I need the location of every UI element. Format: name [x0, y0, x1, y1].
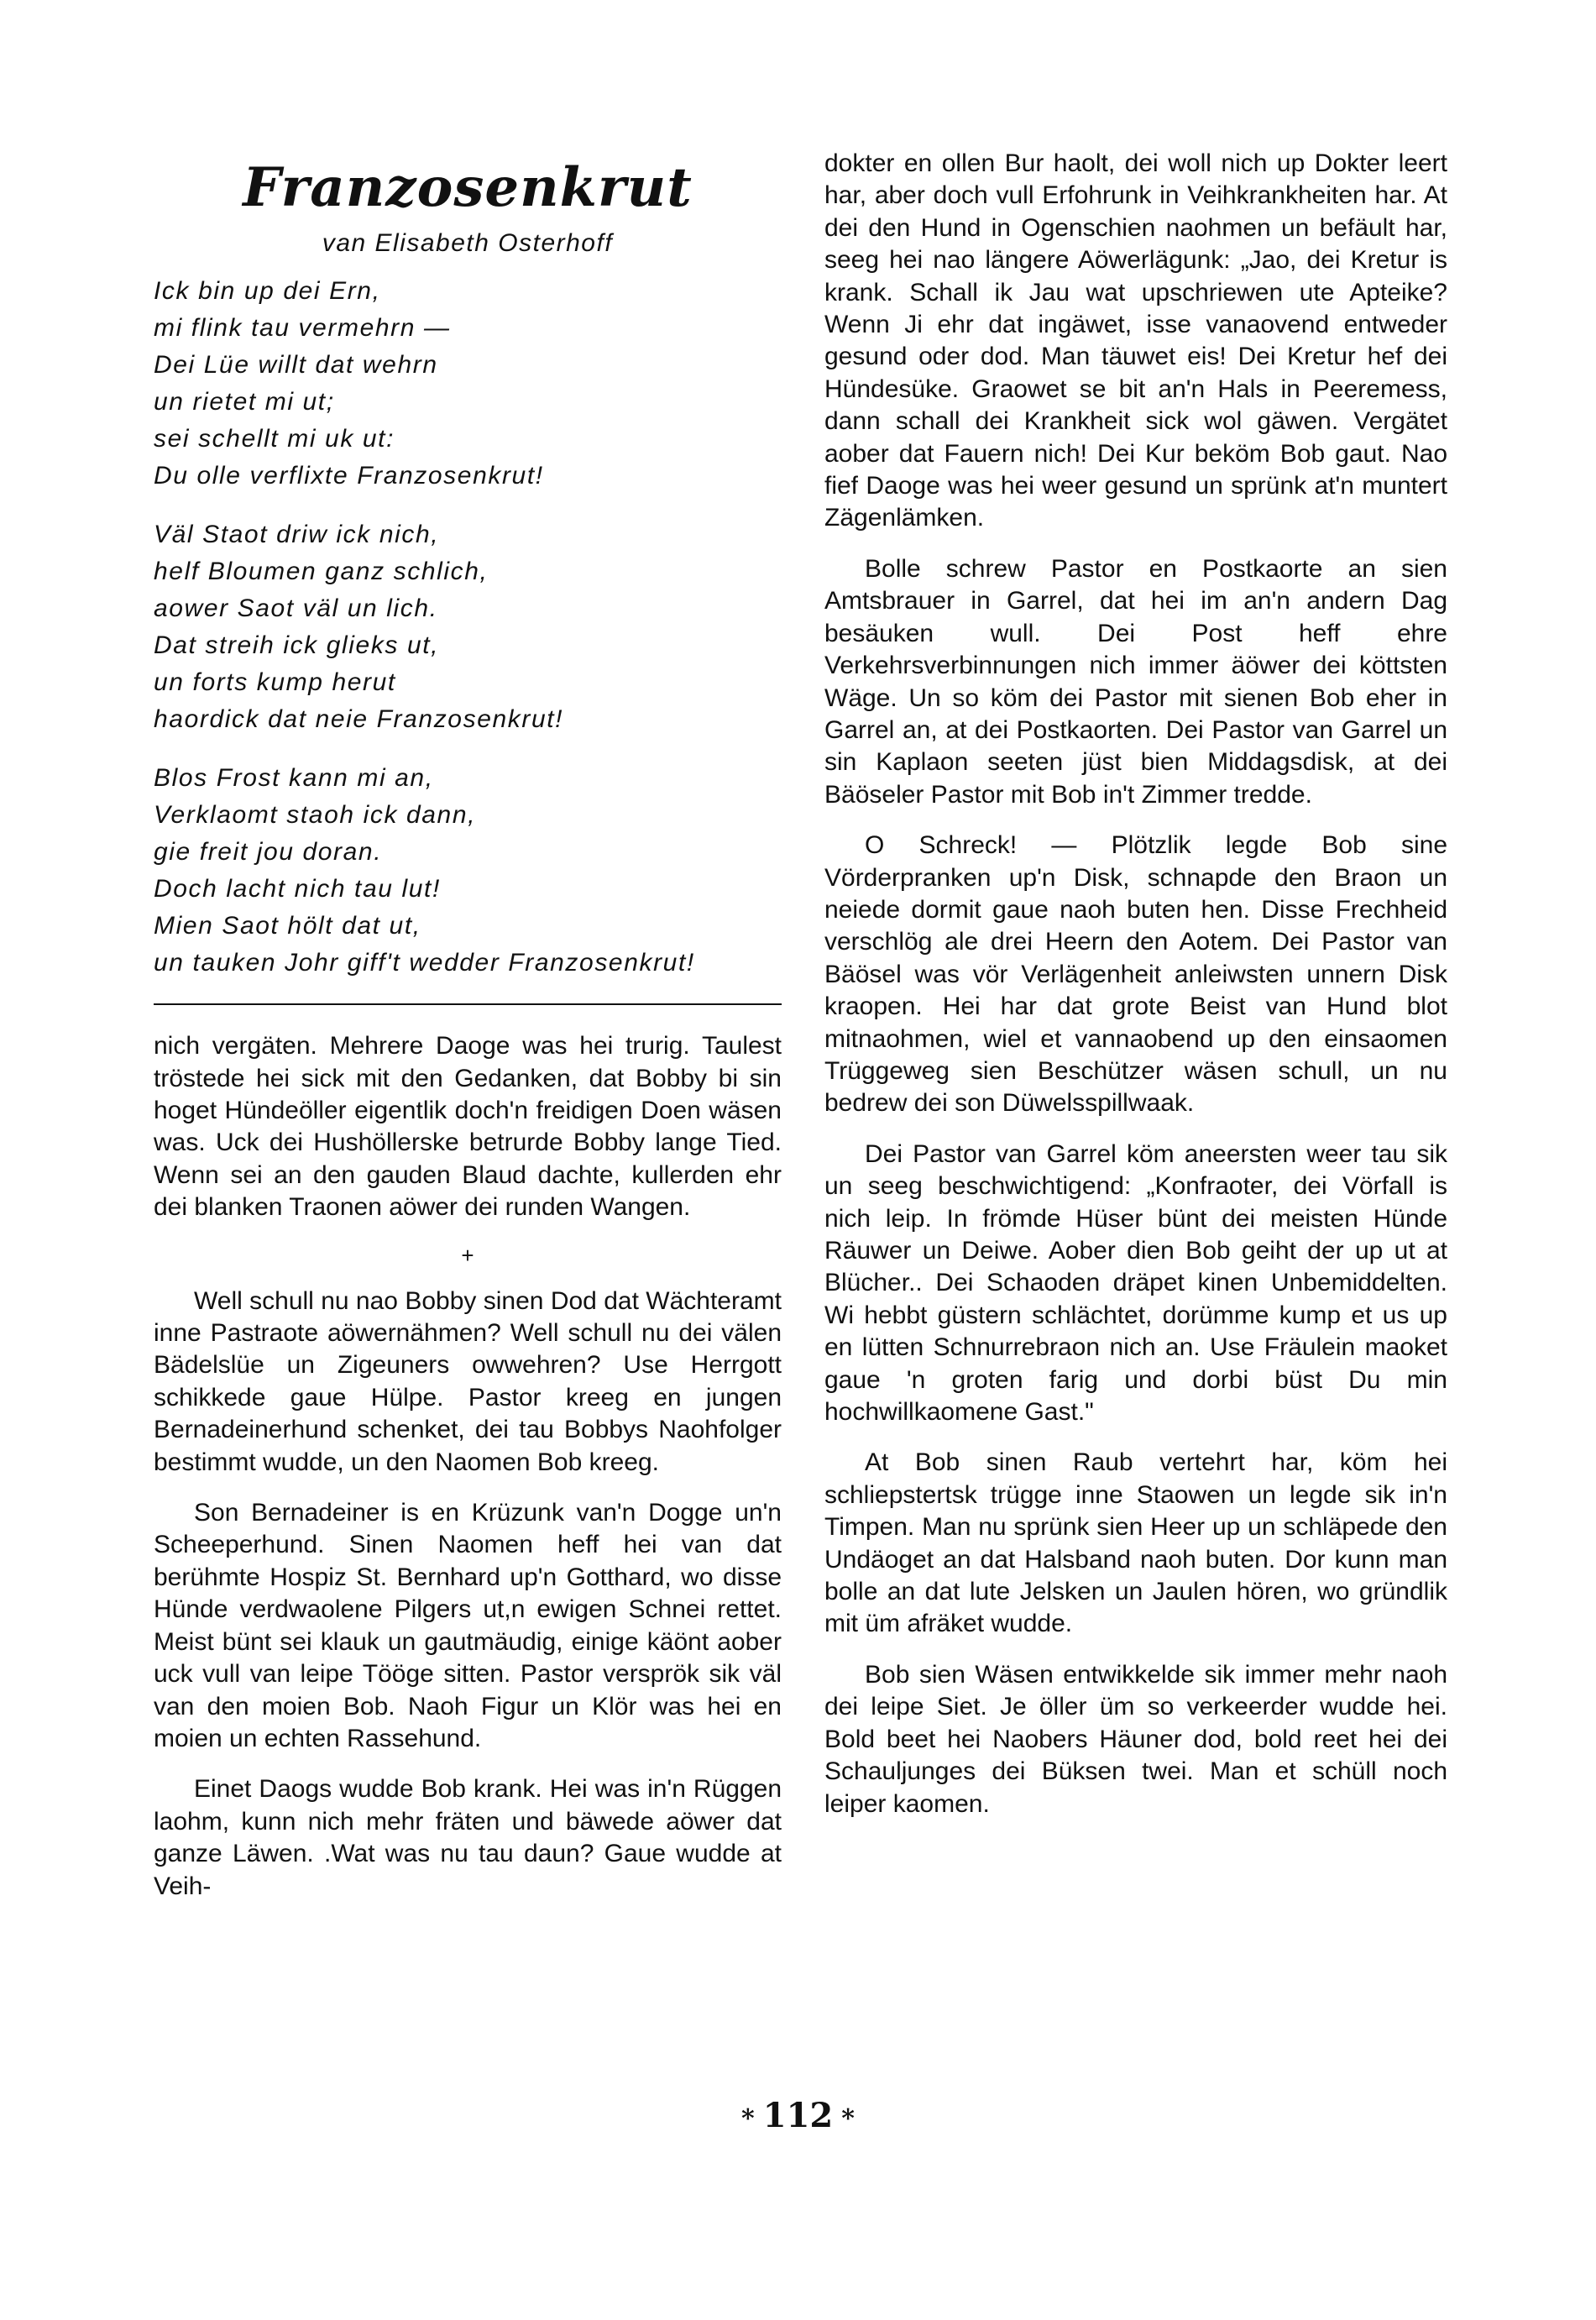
- page-footer: [0, 2096, 1596, 2135]
- verse-line: gie freit jou doran.: [154, 838, 383, 867]
- verse-line: un forts kump herut: [154, 668, 396, 697]
- poem-stanza-2: [154, 516, 782, 738]
- verse-line: un rietet mi ut;: [154, 388, 335, 416]
- paragraph: Son Bernadeiner is en Krüzunk van'n Dogge un'n Scheeperhund. Sinen Naomen heff hei van dat berühmte Hospiz St. Bernhard up'n Gotthard, wo disse Hünde verdwaolene Pilgers ut,n ewigen Schnei rettet. Meist bünt sei klauk un gautmäudig, einige käönt aober uck vull van leipe Tööge sitten. Pastor versprök sik väl van den moien Bob. Naoh Figur un Klör was hei en moien un echten Rassehund.: [154, 1499, 782, 1752]
- poem-stanza-1: [154, 273, 782, 495]
- poem-stanza-3: [154, 760, 782, 982]
- right-prose: [824, 148, 1447, 1820]
- paragraph: dokter en ollen Bur haolt, dei woll nich up Dokter leert har, aber doch vull Erfohrunk in Veihkrankheiten har. At dei den Hund in Ogenschien naohmen un befäult har, seeg hei nao längere Aöwerlägunk: „Jao, dei Kretur is krank. Schall ik Jau wat upschriewen ute Apteike? Wenn Ji ehr dat ingäwet, isse vanaovend entweder gesund oder dod. Man täuwet eis! Dei Kretur hef dei Hündesüke. Graowet se bit an'n Hals in Peeremess, dann schall dei Krankheit sick wol gäwen. Vergätet aober dat Fauern nich! Dei Kur beköm Bob gaut. Nao fief Daoge was hei weer gesund un sprünk at'n muntert Zägenlämken.: [824, 149, 1447, 532]
- paragraph: At Bob sinen Raub vertehrt har, köm hei schliepstertsk trügge inne Staowen un legde sik in'n Timpen. Man nu sprünk sien Heer up un schläpede den Undäoget an dat Halsband naoh buten. Dor kunn man bolle an dat lute Jelsken un Jaulen hören, wo gründlik mit üm afräket wudde.: [824, 1448, 1447, 1638]
- verse-line: sei schellt mi uk ut:: [154, 425, 395, 453]
- paragraph: Einet Daogs wudde Bob krank. Hei was in'n Rüggen laohm, kunn nich mehr fräten und bäwede aöwer dat ganze Läwen. .Wat was nu tau daun? Gaue wudde at Veih-: [154, 1775, 782, 1900]
- page-number: 112: [762, 2096, 834, 2135]
- paragraph: Well schull nu nao Bobby sinen Dod dat Wächteramt inne Pastraote aöwernähmen? Well schull nu dei välen Bädelslüe un Zigeuners owwehren? Use Herrgott schikkede gaue Hülpe. Pastor kreeg en jungen Bernadeinerhund schenket, dei tau Bobbys Naohfolger bestimmt wudde, un den Naomen Bob kreeg.: [154, 1286, 782, 1476]
- poem-author: van Elisabeth Osterhoff: [322, 229, 614, 258]
- verse-line: aower Saot väl un lich.: [154, 594, 438, 623]
- right-column: [824, 148, 1447, 1839]
- poem-divider: [154, 1003, 782, 1005]
- star-ornament-left: *: [741, 2103, 755, 2134]
- paragraph: Bolle schrew Pastor en Postkaorte an sien Amtsbrauer in Garrel, dat hei im an'n andern Dag besäuken wull. Dei Post heff ehre Verkehrsverbinnungen nich immer äöwer dei köttsten Wäge. Un so köm dei Pastor mit sienen Bob eher in Garrel an, at dei Postkaorten. Dei Pastor van Garrel un sin Kaplaon seeten jüst bien Middagsdisk, at dei Bäöseler Pastor mit Bob in't Zimmer tredde.: [824, 554, 1447, 809]
- star-ornament-right: *: [841, 2103, 855, 2134]
- verse-line: Dat streih ick glieks ut,: [154, 631, 440, 660]
- section-separator: +: [461, 1242, 474, 1268]
- verse-line: Ick bin up dei Ern,: [154, 277, 381, 306]
- verse-line: Du olle verflixte Franzosenkrut!: [154, 462, 544, 490]
- poem-title: Franzosenkrut: [243, 156, 693, 219]
- paragraph: Dei Pastor van Garrel köm aneersten weer tau sik un seeg beschwichtigend: „Konfraoter, dei Vörfall is nich leip. In frömde Hüser bünt dei meisten Hünde Räuwer un Deiwe. Aober dien Bob geiht der up ut at Blücher.. Dei Schaoden dräpet kinen Unbemiddelten. Wi hebbt güstern schlächtet, dorümme kump et us up en lütten Schnurrebraon nich an. Use Fräulein maoket gaue 'n groten farig und dorbi büst Du min hochwillkaomene Gast.": [824, 1139, 1447, 1427]
- verse-line: Verklaomt staoh ick dann,: [154, 801, 477, 830]
- verse-line: Dei Lüe willt dat wehrn: [154, 351, 438, 380]
- verse-line: haordick dat neie Franzosenkrut!: [154, 705, 564, 734]
- verse-line: Väl Staot driw ick nich,: [154, 521, 440, 549]
- verse-line: un tauken Johr giff't wedder Franzosenkrut!: [154, 949, 695, 977]
- left-prose: [154, 1030, 782, 1903]
- verse-line: mi flink tau vermehrn —: [154, 314, 451, 343]
- verse-line: Doch lacht nich tau lut!: [154, 875, 441, 903]
- paragraph: Bob sien Wäsen entwikkelde sik immer mehr naoh dei leipe Siet. Je öller üm so verkeerder wudde hei. Bold beet hei Naobers Häuner dod, bold reet hei dei Schauljunges dei Büksen twei. Man et schüll noch leiper kaomen.: [824, 1660, 1447, 1818]
- verse-line: Mien Saot hölt dat ut,: [154, 912, 421, 940]
- verse-line: Blos Frost kann mi an,: [154, 764, 434, 793]
- verse-line: helf Bloumen ganz schlich,: [154, 558, 489, 586]
- paragraph: O Schreck! — Plötzlik legde Bob sine Vörderpranken up'n Disk, schnapde den Braon un neiede dormit gaue naoh buten hen. Disse Frechheid verschlög ale drei Heern den Aotem. Dei Pastor van Bäösel was vör Verlägenheit anleiwsten unnern Disk kraopen. Hei har dat grote Beist van Hund blot mitnaohmen, wiel et vannaobend up den einsaomen Trüggeweg sien Beschützer wäsen schull, un nu bedrew dei son Düwelsspillwaak.: [824, 831, 1447, 1118]
- paragraph: nich vergäten. Mehrere Daoge was hei trurig. Taulest tröstede hei sick mit den Gedanken, dat Bobby bi sin hoget Hündeöller eigentlik doch'n freidigen Doen wäsen was. Uck dei Hushöllerske betrurde Bobby lange Tied. Wenn sei an den gauden Blaud dachte, kullerden ehr dei blanken Traonen aöwer dei runden Wangen.: [154, 1032, 782, 1222]
- left-column: [154, 143, 782, 1921]
